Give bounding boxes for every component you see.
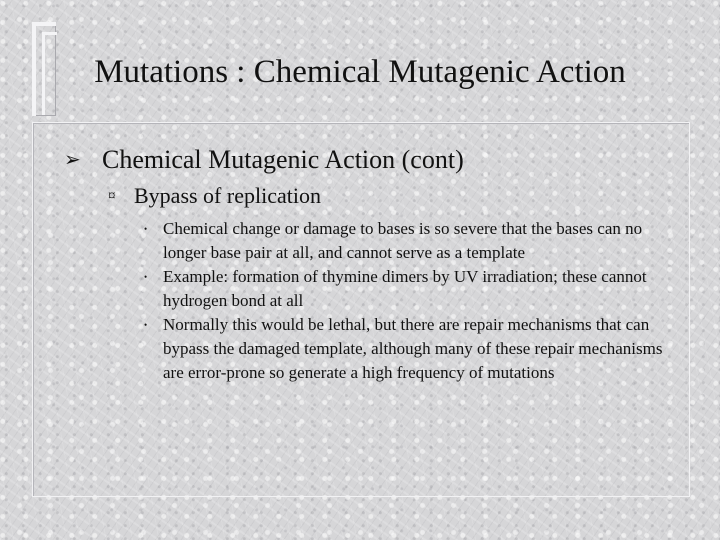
bullet-level1-text: Chemical Mutagenic Action (cont) (102, 145, 464, 174)
sub-bullet (142, 313, 682, 385)
dot-bullet-icon: • (144, 320, 148, 330)
bullet-level2-text: Bypass of replication (134, 183, 321, 208)
sub-bullet (142, 217, 682, 265)
slide-title: Mutations : Chemical Mutagenic Action (94, 54, 626, 90)
dot-bullet-icon: • (144, 224, 148, 234)
bullet-level1 (64, 143, 464, 177)
sub-bullet (142, 265, 682, 313)
sub-bullet-text: Normally this would be lethal, but there are repair mechanisms that can bypass the damaged template, although many of these repair mechanisms are error-prone so generate a high frequency of mutations (163, 315, 663, 382)
sub-bullet-text: Chemical change or damage to bases is so severe that the bases can no longer base pair at all, and cannot serve as a template (163, 219, 643, 262)
arrow-bullet-icon: ➢ (64, 149, 81, 171)
dot-bullet-icon: • (144, 272, 148, 282)
sub-bullet-text: Example: formation of thymine dimers by UV irradiation; these cannot hydrogen bond at all (163, 267, 647, 310)
currency-bullet-icon: ¤ (108, 188, 116, 204)
sub-bullet-list (142, 217, 682, 385)
bullet-level2 (108, 181, 321, 211)
